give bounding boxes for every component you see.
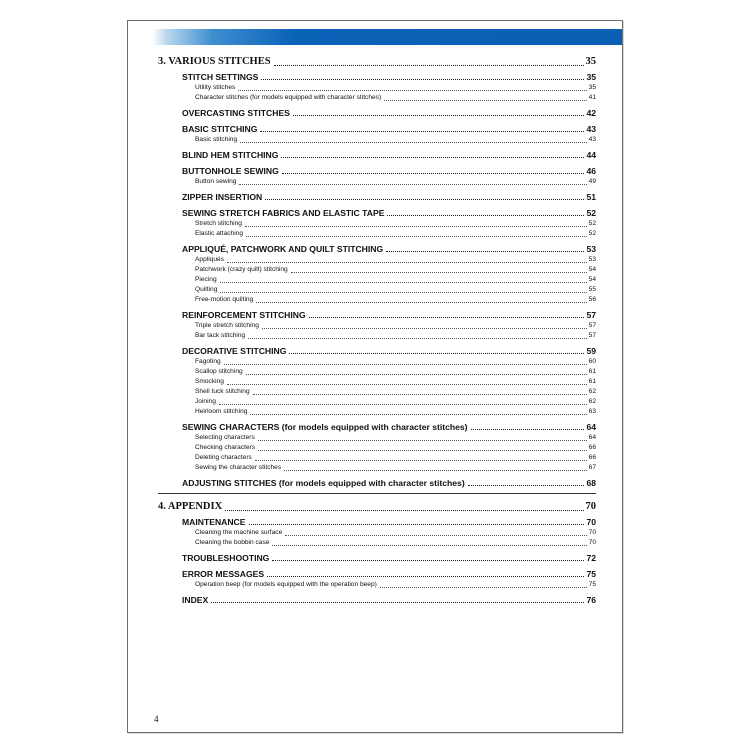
section-entry-label: INDEX [182,595,209,605]
chapter-4-page: 70 [585,501,596,512]
subsection-entry-page: 70 [588,529,596,536]
subsection-entry [158,83,596,93]
section-entry-label: SEWING STRETCH FABRICS AND ELASTIC TAPE [182,208,385,218]
section-entry [158,191,596,203]
subsection-entry [158,387,596,397]
section-entry-page: 70 [586,517,596,527]
chapter-4-title: 4. APPENDIX [158,501,223,512]
section-entry [158,421,596,433]
leader-dots [258,450,587,451]
subsection-entry-page: 66 [588,454,596,461]
subsection-entry [158,93,596,103]
subsection-entry-page: 60 [588,358,596,365]
table-of-contents [158,55,596,606]
subsection-entry [158,331,596,341]
leader-dots [239,184,586,185]
section-entry-label: SEWING CHARACTERS (for models equipped with character stitches) [182,422,468,432]
leader-dots [256,302,586,303]
subsection-entry-label: Button sewing [195,178,237,185]
section-entry [158,345,596,357]
chapter-3-title: 3. VARIOUS STITCHES [158,56,271,67]
subsection-entry-label: Triple stretch stitching [195,322,259,329]
page-number: 4 [154,714,159,724]
section-entry-label: REINFORCEMENT STITCHING [182,310,306,320]
leader-dots [246,374,587,375]
leader-dots [282,173,585,174]
leader-dots [240,142,587,143]
section-entry-page: 72 [586,553,596,563]
chapter-4-sections [158,516,596,606]
subsection-entry [158,528,596,538]
leader-dots [224,364,587,365]
chapter-3-page: 35 [585,56,596,67]
leader-dots [386,251,584,252]
leader-dots [220,282,587,283]
subsection-entry-page: 41 [588,94,596,101]
section-entry [158,107,596,119]
leader-dots [387,215,584,216]
leader-dots [246,236,587,237]
leader-dots [225,510,583,511]
subsection-entry-label: Cleaning the machine surface [195,529,283,536]
subsection-entry [158,177,596,187]
section-entry-page: 44 [586,150,596,160]
leader-dots [471,429,585,430]
subsection-entry-label: Smocking [195,378,224,385]
subsection-entry-label: Sewing the character stitches [195,464,282,471]
subsection-entry-label: Basic stitching [195,136,238,143]
subsection-entry-page: 61 [588,368,596,375]
section-entry-label: ZIPPER INSERTION [182,192,263,202]
leader-dots [245,226,587,227]
leader-dots [258,440,587,441]
leader-dots [255,460,587,461]
subsection-entry [158,377,596,387]
section-entry [158,516,596,528]
subsection-entry [158,407,596,417]
subsection-entry [158,397,596,407]
subsection-entry [158,443,596,453]
leader-dots [227,262,587,263]
subsection-entry-label: Operation beep (for models equipped with the operation beep) [195,581,377,588]
subsection-entry-page: 66 [588,444,596,451]
subsection-entry [158,265,596,275]
subsection-entry [158,453,596,463]
subsection-entry-page: 61 [588,378,596,385]
subsection-entry-label: Stretch stitching [195,220,242,227]
subsection-entry-label: Heirloom stitching [195,408,248,415]
leader-dots [380,587,587,588]
subsection-entry [158,295,596,305]
subsection-entry-label: Scallop stitching [195,368,243,375]
subsection-entry [158,433,596,443]
chapter-divider [158,493,596,494]
leader-dots [262,328,587,329]
subsection-entry-page: 62 [588,388,596,395]
subsection-entry-page: 55 [588,286,596,293]
section-entry-label: OVERCASTING STITCHES [182,108,290,118]
leader-dots [220,292,586,293]
manual-page [127,20,623,733]
subsection-entry-label: Elastic attaching [195,230,244,237]
subsection-entry [158,229,596,239]
subsection-entry-label: Quilting [195,286,218,293]
subsection-entry-page: 70 [588,539,596,546]
section-entry [158,568,596,580]
leader-dots [293,115,585,116]
leader-dots [250,414,586,415]
subsection-entry [158,367,596,377]
subsection-entry [158,255,596,265]
subsection-entry [158,275,596,285]
section-entry-page: 64 [586,422,596,432]
leader-dots [261,79,584,80]
section-entry-page: 43 [586,124,596,134]
section-entry [158,309,596,321]
subsection-entry-page: 57 [588,322,596,329]
subsection-entry-label: Deleting characters [195,454,252,461]
leader-dots [272,560,584,561]
subsection-entry [158,538,596,548]
chapter-4-entry [158,500,596,514]
leader-dots [289,353,584,354]
subsection-entry-page: 67 [588,464,596,471]
section-entry-page: 51 [586,192,596,202]
subsection-entry-label: Piecing [195,276,217,283]
section-entry [158,243,596,255]
leader-dots [272,545,586,546]
subsection-entry-label: Fagoting [195,358,221,365]
subsection-entry-page: 43 [588,136,596,143]
subsection-entry [158,219,596,229]
subsection-entry-page: 54 [588,266,596,273]
subsection-entry-label: Shell tuck stitching [195,388,250,395]
subsection-entry-label: Bar tack stitching [195,332,246,339]
leader-dots [274,65,584,66]
leader-dots [248,338,586,339]
section-entry-page: 76 [586,595,596,605]
section-entry-label: DECORATIVE STITCHING [182,346,287,356]
subsection-entry-page: 63 [588,408,596,415]
subsection-entry [158,463,596,473]
chapter-3-entry [158,55,596,69]
leader-dots [267,576,584,577]
subsection-entry [158,135,596,145]
leader-dots [219,404,587,405]
section-entry [158,71,596,83]
subsection-entry-label: Appliqués [195,256,224,263]
subsection-entry-label: Joining [195,398,216,405]
subsection-entry-page: 64 [588,434,596,441]
leader-dots [291,272,587,273]
section-entry-label: BASIC STITCHING [182,124,258,134]
section-entry [158,165,596,177]
section-entry [158,477,596,489]
section-entry-label: ADJUSTING STITCHES (for models equipped with character stitches) [182,478,465,488]
leader-dots [211,602,584,603]
leader-dots [309,317,585,318]
leader-dots [249,524,585,525]
leader-dots [260,131,584,132]
subsection-entry-label: Cleaning the bobbin case [195,539,270,546]
subsection-entry-label: Patchwork (crazy quilt) stitching [195,266,288,273]
leader-dots [227,384,587,385]
subsection-entry-label: Character stitches (for models equipped with character stitches) [195,94,382,101]
section-entry-label: MAINTENANCE [182,517,246,527]
subsection-entry-page: 56 [588,296,596,303]
subsection-entry-page: 49 [588,178,596,185]
section-entry [158,123,596,135]
section-entry-label: APPLIQUÉ, PATCHWORK AND QUILT STITCHING [182,244,384,254]
section-entry-page: 57 [586,310,596,320]
subsection-entry-label: Free-motion quilting [195,296,254,303]
subsection-entry-page: 57 [588,332,596,339]
section-entry [158,552,596,564]
subsection-entry-page: 52 [588,230,596,237]
leader-dots [281,157,584,158]
header-bar [152,29,622,45]
section-entry-page: 75 [586,569,596,579]
subsection-entry [158,285,596,295]
subsection-entry [158,580,596,590]
subsection-entry [158,321,596,331]
subsection-entry-page: 75 [588,581,596,588]
leader-dots [253,394,587,395]
leader-dots [285,535,586,536]
subsection-entry-label: Selecting characters [195,434,255,441]
leader-dots [265,199,584,200]
section-entry-page: 53 [586,244,596,254]
section-entry-label: TROUBLESHOOTING [182,553,270,563]
subsection-entry [158,357,596,367]
section-entry-label: ERROR MESSAGES [182,569,265,579]
section-entry [158,149,596,161]
section-entry-page: 68 [586,478,596,488]
section-entry-page: 42 [586,108,596,118]
section-entry [158,207,596,219]
subsection-entry-page: 54 [588,276,596,283]
section-entry-page: 35 [586,72,596,82]
subsection-entry-page: 35 [588,84,596,91]
subsection-entry-page: 62 [588,398,596,405]
leader-dots [284,470,587,471]
section-entry-label: STITCH SETTINGS [182,72,259,82]
subsection-entry-page: 52 [588,220,596,227]
section-entry-label: BLIND HEM STITCHING [182,150,279,160]
leader-dots [384,100,586,101]
section-entry-label: BUTTONHOLE SEWING [182,166,279,176]
chapter-3-sections [158,71,596,489]
subsection-entry-page: 53 [588,256,596,263]
leader-dots [238,90,586,91]
section-entry [158,594,596,606]
section-entry-page: 59 [586,346,596,356]
subsection-entry-label: Checking characters [195,444,256,451]
leader-dots [468,485,585,486]
section-entry-page: 52 [586,208,596,218]
section-entry-page: 46 [586,166,596,176]
subsection-entry-label: Utility stitches [195,84,236,91]
